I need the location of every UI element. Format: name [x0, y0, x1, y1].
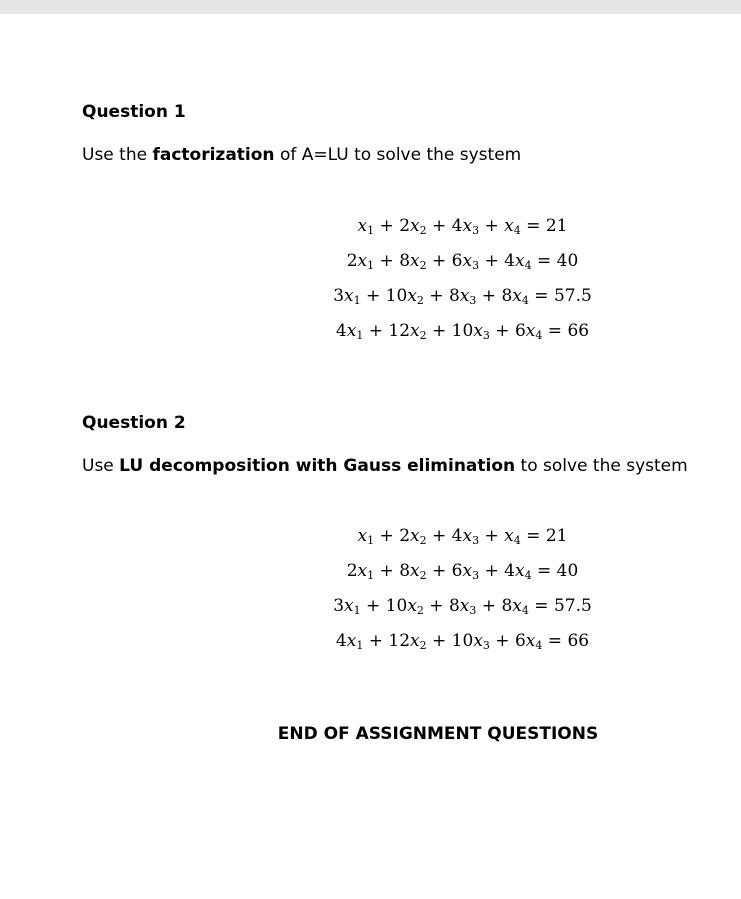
- equation-term: $6x_3$: [451, 561, 480, 582]
- coefficient: 12: [388, 321, 411, 341]
- coefficient: 4: [451, 526, 463, 546]
- equation-term: $4x_1$: [335, 321, 364, 342]
- equation-term: $4x_3$: [451, 526, 480, 547]
- variable-index: 4: [535, 639, 543, 652]
- variable-index: 1: [367, 224, 375, 237]
- coefficient: 8: [448, 596, 460, 616]
- question-2-text-before: Use: [82, 456, 120, 476]
- coefficient: 3: [333, 286, 345, 306]
- variable-index: 1: [367, 259, 375, 272]
- equation-term: $2x_1$: [346, 561, 375, 582]
- coefficient: 8: [448, 286, 460, 306]
- question-1-text: [82, 145, 521, 165]
- variable-index: 2: [419, 639, 427, 652]
- variable-index: 2: [419, 569, 427, 582]
- variable-index: 4: [524, 569, 532, 582]
- variable-index: 1: [356, 329, 364, 342]
- question-2-heading: Question 2: [82, 413, 186, 433]
- coefficient: 3: [333, 596, 345, 616]
- equation-rhs: 40: [556, 561, 579, 581]
- equation-term: $12x_2$: [388, 631, 427, 652]
- coefficient: 4: [335, 321, 347, 341]
- question-1-heading: Question 1: [82, 102, 186, 122]
- variable-index: 3: [472, 569, 480, 582]
- equation-term: $4x_3$: [451, 216, 480, 237]
- equation-term: $6x_4$: [514, 631, 543, 652]
- variable-index: 2: [416, 294, 424, 307]
- variable-index: 1: [367, 534, 375, 547]
- coefficient: 8: [399, 561, 411, 581]
- equation-term: $4x_4$: [504, 561, 532, 582]
- variable-index: 2: [419, 224, 427, 237]
- variable-index: 4: [521, 294, 529, 307]
- variable-index: 3: [472, 259, 480, 272]
- coefficient: 4: [504, 561, 515, 581]
- coefficient: 10: [385, 286, 408, 306]
- equation-term: $4x_4$: [504, 251, 532, 272]
- equation-line: $3x_1 + 10x_2 + 8x_3 + 8x_4 = 57.5$: [333, 596, 592, 617]
- question-1-text-before: Use the: [82, 145, 153, 165]
- equation-rhs: 66: [567, 631, 590, 651]
- variable-index: 4: [524, 259, 532, 272]
- variable-index: 3: [469, 294, 477, 307]
- top-bar: [0, 0, 741, 14]
- equation-term: $8x_2$: [399, 561, 427, 582]
- coefficient: 2: [399, 526, 411, 546]
- equation-term: $6x_3$: [451, 251, 480, 272]
- equation-line: $x_1 + 2x_2 + 4x_3 + x_4 = 21$: [357, 216, 568, 237]
- end-of-assignment-footer: END OF ASSIGNMENT QUESTIONS: [277, 724, 599, 744]
- variable-index: 4: [513, 224, 521, 237]
- coefficient: 10: [451, 321, 474, 341]
- variable-index: 2: [416, 604, 424, 617]
- variable-index: 2: [419, 259, 427, 272]
- coefficient: 6: [514, 631, 526, 651]
- coefficient: 10: [451, 631, 474, 651]
- equation-line: $3x_1 + 10x_2 + 8x_3 + 8x_4 = 57.5$: [333, 286, 592, 307]
- equation-line: $2x_1 + 8x_2 + 6x_3 + 4x_4 = 40$: [346, 561, 579, 582]
- equation-term: $10x_2$: [385, 596, 424, 617]
- coefficient: 10: [385, 596, 408, 616]
- variable-index: 2: [419, 534, 427, 547]
- equation-term: $4x_1$: [335, 631, 364, 652]
- coefficient: 2: [346, 251, 358, 271]
- variable-index: 4: [535, 329, 543, 342]
- equation-term: $8x_2$: [399, 251, 427, 272]
- variable-index: 1: [353, 604, 361, 617]
- variable-index: 3: [482, 639, 490, 652]
- equation-line: $4x_1 + 12x_2 + 10x_3 + 6x_4 = 66$: [335, 321, 590, 342]
- equation-term: $8x_3$: [448, 286, 477, 307]
- equation-term: $12x_2$: [388, 321, 427, 342]
- question-2-text-after: to solve the system: [515, 456, 688, 476]
- variable-index: 4: [513, 534, 521, 547]
- coefficient: 6: [451, 251, 463, 271]
- coefficient: 2: [346, 561, 358, 581]
- question-1-equation-system: [320, 209, 605, 349]
- question-1-text-after: of A=LU to solve the system: [274, 145, 522, 165]
- coefficient: 8: [501, 286, 513, 306]
- equation-term: $x_4$: [504, 216, 521, 237]
- question-2-text: [82, 456, 688, 476]
- variable-index: 4: [521, 604, 529, 617]
- equation-term: $2x_2$: [399, 526, 427, 547]
- equation-term: $x_1$: [357, 216, 375, 237]
- variable-index: 3: [469, 604, 477, 617]
- question-2-equation-system: [320, 519, 605, 659]
- variable-index: 3: [472, 534, 480, 547]
- equation-term: $x_1$: [357, 526, 375, 547]
- coefficient: 4: [335, 631, 347, 651]
- equation-term: $10x_3$: [451, 321, 490, 342]
- equation-rhs: 21: [545, 526, 568, 546]
- coefficient: 2: [399, 216, 411, 236]
- coefficient: 6: [451, 561, 463, 581]
- equation-term: $8x_4$: [501, 596, 529, 617]
- equation-term: $6x_4$: [514, 321, 543, 342]
- equation-term: $10x_3$: [451, 631, 490, 652]
- equation-term: $8x_3$: [448, 596, 477, 617]
- variable-index: 3: [482, 329, 490, 342]
- equation-term: $8x_4$: [501, 286, 529, 307]
- equation-line: $2x_1 + 8x_2 + 6x_3 + 4x_4 = 40$: [346, 251, 579, 272]
- equation-term: $10x_2$: [385, 286, 424, 307]
- question-1-text-bold: factorization: [152, 145, 275, 165]
- equation-term: $x_4$: [504, 526, 521, 547]
- variable-index: 1: [353, 294, 361, 307]
- equation-rhs: 66: [567, 321, 590, 341]
- equation-rhs: 40: [556, 251, 579, 271]
- coefficient: 12: [388, 631, 411, 651]
- coefficient: 8: [501, 596, 513, 616]
- equation-rhs: 57.5: [553, 286, 592, 306]
- equation-term: $2x_1$: [346, 251, 375, 272]
- equation-rhs: 57.5: [553, 596, 592, 616]
- coefficient: 4: [504, 251, 515, 271]
- variable-index: 3: [472, 224, 480, 237]
- coefficient: 4: [451, 216, 463, 236]
- variable-index: 1: [367, 569, 375, 582]
- equation-term: $3x_1$: [333, 286, 361, 307]
- coefficient: 6: [514, 321, 526, 341]
- equation-rhs: 21: [545, 216, 568, 236]
- variable-index: 2: [419, 329, 427, 342]
- equation-term: $2x_2$: [399, 216, 427, 237]
- equation-line: $x_1 + 2x_2 + 4x_3 + x_4 = 21$: [357, 526, 568, 547]
- question-2-text-bold: LU decomposition with Gauss elimination: [119, 456, 516, 476]
- variable-index: 1: [356, 639, 364, 652]
- equation-term: $3x_1$: [333, 596, 361, 617]
- equation-line: $4x_1 + 12x_2 + 10x_3 + 6x_4 = 66$: [335, 631, 590, 652]
- coefficient: 8: [399, 251, 411, 271]
